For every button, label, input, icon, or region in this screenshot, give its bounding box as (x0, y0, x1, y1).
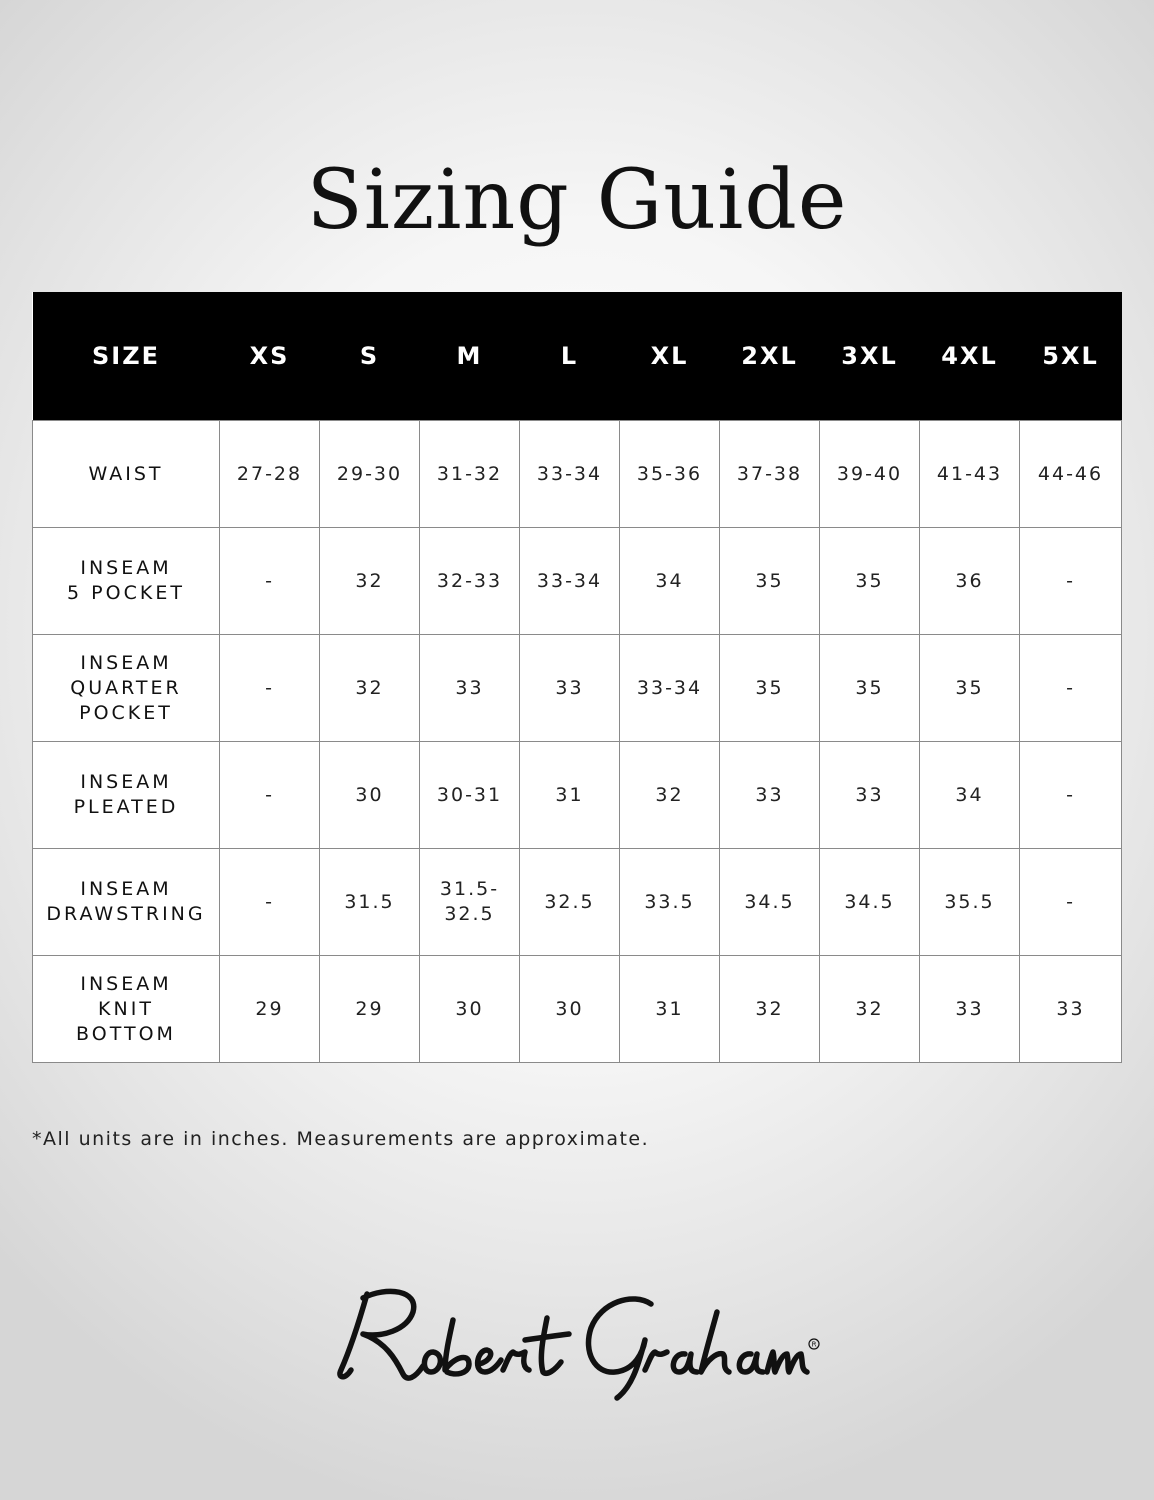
table-cell: 33 (420, 635, 520, 742)
size-header-row (33, 292, 1122, 421)
table-row-inseam-pleated (33, 742, 1122, 849)
table-cell: 34.5 (820, 849, 920, 956)
row-label: INSEAM KNIT BOTTOM (33, 956, 220, 1063)
table-cell: 31.5- 32.5 (420, 849, 520, 956)
header-s: S (320, 292, 420, 421)
table-cell: 31-32 (420, 421, 520, 528)
sizing-table (32, 292, 1122, 1063)
table-cell: - (220, 742, 320, 849)
row-label: INSEAM 5 POCKET (33, 528, 220, 635)
header-2xl: 2XL (720, 292, 820, 421)
table-cell: 31 (520, 742, 620, 849)
table-cell: 29-30 (320, 421, 420, 528)
table-cell: 33-34 (620, 635, 720, 742)
row-label: INSEAM QUARTER POCKET (33, 635, 220, 742)
header-xl: XL (620, 292, 720, 421)
header-size: SIZE (33, 292, 220, 421)
table-row-waist (33, 421, 1122, 528)
table-cell: 34 (620, 528, 720, 635)
table-cell: 32 (320, 528, 420, 635)
table-cell: 41-43 (920, 421, 1020, 528)
table-cell: 35 (720, 528, 820, 635)
row-label: WAIST (33, 421, 220, 528)
table-cell: 31 (620, 956, 720, 1063)
header-l: L (520, 292, 620, 421)
table-cell: 33 (820, 742, 920, 849)
footnote: *All units are in inches. Measurements are approximate. (32, 1128, 650, 1150)
robert-graham-signature-logo (333, 1282, 823, 1402)
table-cell: 33 (1020, 956, 1122, 1063)
table-cell: 33 (520, 635, 620, 742)
table-cell: 31.5 (320, 849, 420, 956)
table-cell: 35 (820, 635, 920, 742)
table-cell: 32.5 (520, 849, 620, 956)
table-cell: 33-34 (520, 421, 620, 528)
table-cell: 29 (320, 956, 420, 1063)
table-cell: 30 (320, 742, 420, 849)
table-cell: - (1020, 528, 1122, 635)
table-cell: 33 (720, 742, 820, 849)
table-cell: 35 (720, 635, 820, 742)
header-3xl: 3XL (820, 292, 920, 421)
table-cell: 37-38 (720, 421, 820, 528)
table-cell: - (220, 635, 320, 742)
table-cell: 32 (820, 956, 920, 1063)
table-row-inseam-5-pocket (33, 528, 1122, 635)
table-cell: 33-34 (520, 528, 620, 635)
table-row-inseam-knit-bottom (33, 956, 1122, 1063)
table-cell: 35-36 (620, 421, 720, 528)
table-cell: 39-40 (820, 421, 920, 528)
table-cell: - (220, 528, 320, 635)
table-cell: 34.5 (720, 849, 820, 956)
table-cell: 30 (420, 956, 520, 1063)
table-cell: 32 (320, 635, 420, 742)
table-cell: 27-28 (220, 421, 320, 528)
table-cell: 35 (920, 635, 1020, 742)
table-cell: 30 (520, 956, 620, 1063)
table-cell: - (220, 849, 320, 956)
svg-text:R: R (811, 1340, 817, 1349)
table-cell: 32-33 (420, 528, 520, 635)
table-cell: - (1020, 742, 1122, 849)
table-row-inseam-quarter-pocket (33, 635, 1122, 742)
table-cell: 30-31 (420, 742, 520, 849)
table-cell: 36 (920, 528, 1020, 635)
table-cell: 44-46 (1020, 421, 1122, 528)
page-title: Sizing Guide (306, 152, 848, 248)
table-row-inseam-drawstring (33, 849, 1122, 956)
table-cell: 32 (720, 956, 820, 1063)
table-cell: 35.5 (920, 849, 1020, 956)
table-cell: 32 (620, 742, 720, 849)
table-cell: 35 (820, 528, 920, 635)
row-label: INSEAM DRAWSTRING (33, 849, 220, 956)
table-cell: 34 (920, 742, 1020, 849)
header-xs: XS (220, 292, 320, 421)
header-m: M (420, 292, 520, 421)
table-cell: 33.5 (620, 849, 720, 956)
row-label: INSEAM PLEATED (33, 742, 220, 849)
header-4xl: 4XL (920, 292, 1020, 421)
table-cell: 29 (220, 956, 320, 1063)
table-cell: - (1020, 635, 1122, 742)
table-cell: 33 (920, 956, 1020, 1063)
table-cell: - (1020, 849, 1122, 956)
header-5xl: 5XL (1020, 292, 1122, 421)
